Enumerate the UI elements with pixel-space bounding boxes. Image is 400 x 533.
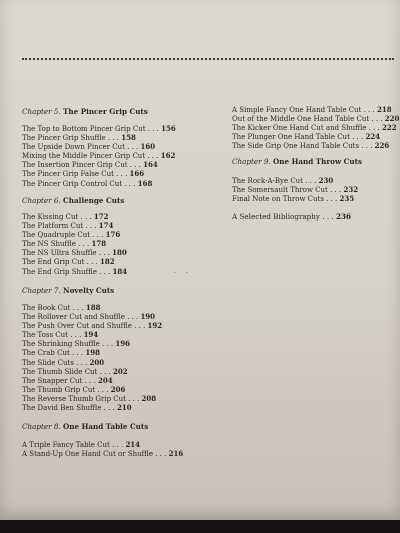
- toc-entry: [22, 394, 162, 403]
- entry-title: The Thumb Slide Cut . . .: [22, 367, 111, 376]
- entry-page: 174: [98, 221, 114, 231]
- chapter-heading: [232, 157, 362, 166]
- chapter-heading: [22, 196, 124, 205]
- entry-title: The Platform Cut . . .: [22, 222, 97, 231]
- entry-title: The Toss Cut . . .: [22, 331, 82, 340]
- chapter-entries: [22, 440, 183, 458]
- entry-page: 178: [91, 239, 107, 249]
- entry-title: The Somersault Throw Cut . . .: [232, 186, 342, 195]
- chapter-entries: [22, 212, 127, 276]
- entry-page: 204: [97, 375, 113, 385]
- toc-entry: [232, 141, 399, 150]
- toc-entry: [22, 367, 162, 376]
- entry-page: 224: [365, 132, 381, 142]
- toc-entry: [22, 257, 127, 266]
- entry-page: 220: [384, 114, 400, 124]
- entry-title: Out of the Middle One Hand Table Cut . . .: [232, 115, 383, 124]
- entry-page: 218: [376, 105, 392, 114]
- chapter-title: One Hand Table Cuts: [63, 422, 149, 431]
- chapter-title: Challenge Cuts: [63, 196, 125, 205]
- toc-entry: [22, 312, 162, 321]
- entry-title: The Kicker One Hand Cut and Shuffle . . .: [232, 124, 380, 133]
- toc-entry: [22, 230, 127, 239]
- entry-title: The Pincer Grip Control Cut . . .: [22, 179, 136, 188]
- entry-page: 156: [161, 124, 176, 133]
- toc-entry: [22, 239, 127, 248]
- bibliography-title: A Selected Bibliography . . .: [232, 212, 334, 221]
- entry-page: 206: [110, 384, 126, 394]
- toc-entry: [22, 169, 176, 178]
- chapter-heading: [22, 107, 148, 116]
- entry-title: The David Ben Shuffle . . .: [22, 404, 115, 413]
- entry-page: 166: [129, 169, 145, 179]
- toc-entry: [232, 105, 399, 114]
- entry-title: Mixing the Middle Pincer Grip Cut . . .: [22, 152, 159, 161]
- chapter-title: One Hand Throw Cuts: [273, 157, 362, 166]
- entry-title: The Reverse Thumb Grip Cut . . .: [22, 394, 140, 403]
- entry-page: 210: [117, 403, 132, 413]
- entry-title: The Slide Cuts . . .: [22, 358, 88, 367]
- entry-title: The NS Ultra Shuffle . . .: [22, 249, 110, 258]
- bibliography-page: 236: [335, 212, 351, 221]
- entry-title: The Thumb Grip Cut . . .: [22, 385, 109, 394]
- entry-page: 216: [168, 449, 184, 459]
- toc-entry: [22, 330, 162, 339]
- toc-entry: [22, 124, 176, 133]
- dotted-divider: [22, 58, 394, 60]
- entry-page: 160: [140, 142, 156, 152]
- toc-entry: [232, 185, 358, 194]
- entry-page: 184: [112, 266, 128, 276]
- toc-entry: [22, 303, 162, 312]
- entry-title: A Stand-Up One Hand Cut or Shuffle . . .: [22, 450, 167, 459]
- entry-title: The Top to Bottom Pincer Grip Cut . . .: [22, 125, 159, 133]
- toc-entry: [232, 132, 399, 141]
- chapter-entries: [22, 124, 176, 188]
- toc-entry: [232, 123, 399, 132]
- chapter-number: Chapter 8.: [22, 422, 61, 431]
- entry-page: 202: [112, 366, 128, 376]
- continued-entries: [232, 105, 399, 150]
- chapter-heading: [22, 422, 148, 431]
- toc-entry: [22, 212, 127, 221]
- entry-page: 164: [143, 160, 158, 170]
- entry-title: The Crab Cut . . .: [22, 349, 84, 358]
- entry-title: The Push Over Cut and Shuffle . . .: [22, 322, 146, 331]
- toc-entry: [22, 321, 162, 330]
- entry-page: 214: [125, 440, 141, 449]
- toc-entry: [232, 176, 358, 185]
- chapter-number: Chapter 5.: [22, 107, 61, 116]
- entry-page: 196: [115, 339, 131, 349]
- entry-page: 180: [112, 248, 127, 258]
- chapter-number: Chapter 9.: [232, 157, 271, 166]
- toc-entry: [22, 358, 162, 367]
- entry-title: The NS Shuffle . . .: [22, 240, 90, 249]
- print-specks: · ·: [174, 270, 192, 277]
- entry-title: A Triple Fancy Table Cut . . .: [22, 441, 124, 449]
- entry-page: 158: [121, 133, 136, 143]
- toc-entry: [22, 348, 162, 357]
- chapter-title: Novelty Cuts: [63, 286, 115, 295]
- entry-title: Final Note on Throw Cuts . . .: [232, 195, 338, 204]
- entry-title: A Simple Fancy One Hand Table Cut . . .: [232, 106, 375, 114]
- entry-page: 194: [83, 330, 99, 340]
- entry-page: 222: [382, 123, 397, 133]
- toc-entry: [22, 449, 183, 458]
- entry-title: The Rock-A-Bye Cut . . .: [232, 177, 317, 185]
- toc-entry: [22, 133, 176, 142]
- toc-entry: [22, 221, 127, 230]
- entry-title: The End Grip Cut . . .: [22, 258, 98, 267]
- toc-entry: [232, 194, 358, 203]
- toc-entry: [22, 151, 176, 160]
- entry-page: 230: [318, 176, 334, 185]
- entry-title: The Side Grip One Hand Table Cuts . . .: [232, 142, 373, 151]
- entry-page: 168: [137, 178, 153, 188]
- entry-title: The End Grip Shuffle . . .: [22, 267, 111, 276]
- toc-entry: [22, 376, 162, 385]
- chapter-number: Chapter 6.: [22, 196, 61, 205]
- toc-entry: [22, 339, 162, 348]
- chapter-entries: [22, 303, 162, 412]
- entry-page: 200: [89, 357, 105, 367]
- entry-page: 198: [85, 348, 101, 358]
- entry-page: 172: [93, 212, 109, 221]
- entry-title: The Pincer Grip False Cut . . .: [22, 170, 128, 179]
- toc-entry: [22, 385, 162, 394]
- entry-page: 192: [147, 321, 163, 331]
- entry-title: The Shrinking Shuffle . . .: [22, 340, 114, 349]
- toc-entry: [22, 403, 162, 412]
- chapter-number: Chapter 7.: [22, 286, 61, 295]
- entry-title: The Pincer Grip Shuffle . . .: [22, 134, 120, 143]
- toc-entry: [22, 160, 176, 169]
- toc-entry: [232, 114, 399, 123]
- entry-title: The Plunger One Hand Table Cut . . .: [232, 133, 364, 142]
- chapter-entries: [232, 176, 358, 203]
- bibliography-entry: [232, 212, 351, 221]
- dark-edge: [0, 520, 400, 533]
- toc-entry: [22, 248, 127, 257]
- entry-page: 182: [100, 257, 115, 267]
- entry-page: 190: [140, 312, 156, 322]
- entry-page: 235: [339, 194, 355, 204]
- entry-page: 226: [374, 141, 390, 151]
- entry-title: The Book Cut . . .: [22, 304, 84, 312]
- chapter-title: The Pincer Grip Cuts: [63, 107, 148, 116]
- entry-page: 176: [105, 230, 121, 240]
- entry-page: 162: [160, 151, 176, 161]
- entry-title: The Quadruple Cut . . .: [22, 231, 104, 240]
- entry-title: The Insertion Pincer Grip Cut . . .: [22, 161, 141, 170]
- toc-entry: [22, 142, 176, 151]
- entry-title: The Kissing Cut . . .: [22, 213, 92, 221]
- entry-title: The Upside Down Pincer Cut . . .: [22, 143, 139, 152]
- chapter-heading: [22, 286, 114, 295]
- toc-entry: [22, 179, 176, 188]
- entry-title: The Snapper Cut . . .: [22, 376, 96, 385]
- entry-page: 232: [343, 185, 359, 195]
- toc-entry: [22, 267, 127, 276]
- entry-page: 188: [85, 303, 101, 312]
- toc-entry: [22, 440, 183, 449]
- entry-title: The Rollover Cut and Shuffle . . .: [22, 313, 139, 322]
- entry-page: 208: [141, 393, 157, 403]
